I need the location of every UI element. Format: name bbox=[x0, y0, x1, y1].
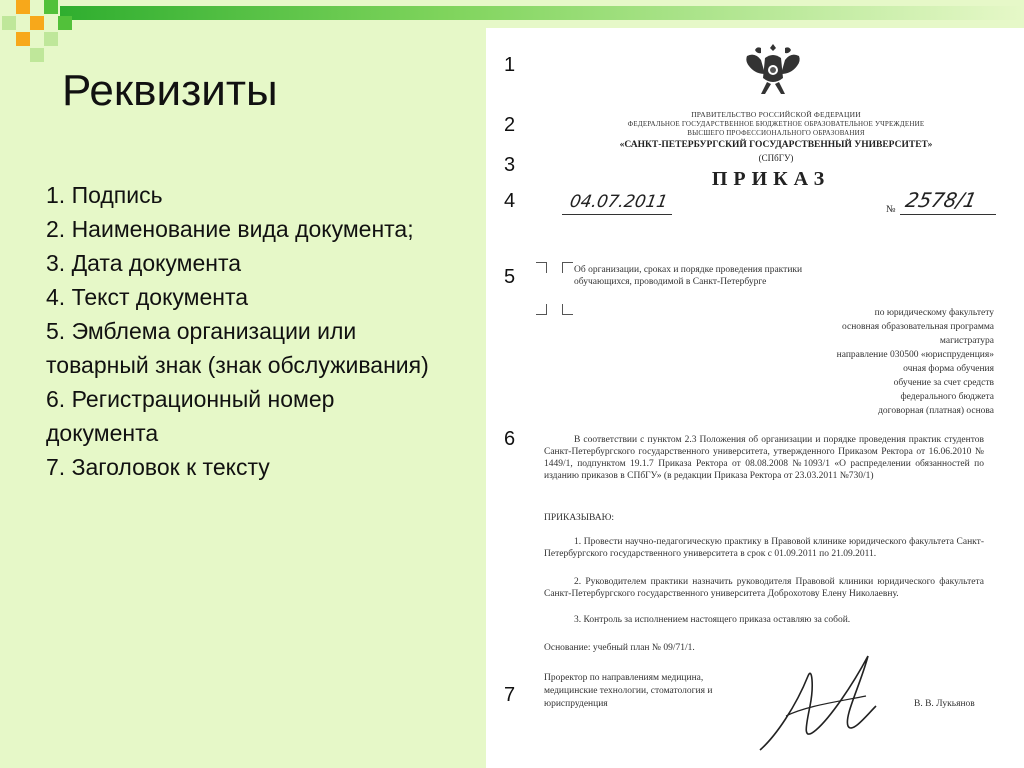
marker-number: 4 bbox=[504, 190, 516, 212]
document-type: ПРИКАЗ bbox=[711, 168, 831, 190]
decor-square bbox=[44, 32, 58, 46]
list-item: 3. Дата документа bbox=[46, 250, 242, 276]
corner-mark bbox=[562, 262, 573, 273]
header-abbreviation: (СПбГУ) bbox=[758, 153, 794, 163]
corner-mark bbox=[562, 304, 573, 315]
list-item: 4. Текст документа bbox=[46, 284, 249, 310]
addressee-line: основная образовательная программа bbox=[841, 322, 994, 332]
marker-number: 7 bbox=[504, 684, 516, 706]
list-item: 6. Регистрационный номер документа bbox=[46, 386, 335, 446]
order-item: 3. Контроль за исполнением настоящего приказа оставляю за собой. bbox=[574, 615, 851, 625]
decor-square bbox=[30, 16, 44, 30]
order-basis: Основание: учебный план № 09/71/1. bbox=[544, 643, 695, 653]
number-underline bbox=[900, 214, 996, 215]
header-government: ПРАВИТЕЛЬСТВО РОССИЙСКОЙ ФЕДЕРАЦИИ bbox=[691, 110, 861, 119]
order-word: ПРИКАЗЫВАЮ: bbox=[544, 513, 615, 523]
decor-square bbox=[30, 48, 44, 62]
document-preamble: В соответствии с пунктом 2.3 Положения об организации и порядке проведения практик студентов Санкт-Петербургского государственного университета, утвержденного Приказом Ректора от 16.06.2010 № 1449/1, подпунктом 19.1.7 Приказа Ректора от 08.08.2008 №1093/1 «О распределении обязанностей по изданию приказов в СПбГУ» (в редакции Приказа Ректора от 23.03.2011 №730/1) bbox=[544, 435, 984, 481]
slide-title: Реквизиты bbox=[62, 66, 278, 115]
signer-name: В. В. Лукьянов bbox=[914, 699, 975, 709]
header-level: ВЫСШЕГО ПРОФЕССИОНАЛЬНОГО ОБРАЗОВАНИЯ bbox=[687, 129, 865, 137]
list-item: 7. Заголовок к тексту bbox=[46, 454, 270, 480]
addressee-line: обучение за счет средств bbox=[893, 378, 994, 388]
corner-mark bbox=[536, 262, 547, 273]
top-decoration bbox=[0, 0, 1024, 24]
marker-number: 5 bbox=[504, 266, 516, 288]
addressee-line: направление 030500 «юриспруденция» bbox=[836, 350, 994, 360]
addressee-line: очная форма обучения bbox=[903, 364, 994, 374]
requisites-list bbox=[46, 178, 446, 484]
addressee-line: магистратура bbox=[939, 336, 994, 346]
handwritten-signature bbox=[756, 646, 896, 756]
list-item: 2. Наименование вида документа; bbox=[46, 216, 414, 242]
marker-number: 6 bbox=[504, 428, 516, 450]
document-sample bbox=[486, 28, 1024, 768]
number-sign: № bbox=[886, 204, 896, 215]
list-item: 1. Подпись bbox=[46, 182, 163, 208]
header-institution: ФЕДЕРАЛЬНОЕ ГОСУДАРСТВЕННОЕ БЮДЖЕТНОЕ ОБРАЗОВАТЕЛЬНОЕ УЧРЕЖДЕНИЕ bbox=[627, 120, 925, 128]
document-date: 04.07.2011 bbox=[568, 192, 670, 212]
decor-square bbox=[58, 16, 72, 30]
order-item: 2. Руководителем практики назначить руководителя Правовой клиники юридического факультета Санкт-Петербургского государственного университета Доброхотову Елену Николаевну. bbox=[544, 577, 984, 599]
header-university: «САНКТ-ПЕТЕРБУРГСКИЙ ГОСУДАРСТВЕННЫЙ УНИВЕРСИТЕТ» bbox=[619, 140, 933, 150]
marker-number: 1 bbox=[504, 54, 516, 76]
corner-mark bbox=[536, 304, 547, 315]
double-headed-eagle-emblem bbox=[741, 38, 805, 100]
top-gradient-stripe bbox=[60, 6, 1024, 20]
order-item: 1. Провести научно-педагогическую практику в Правовой клинике юридического факультета Санкт-Петербургского государственного университета в срок с 01.09.2011 по 21.09.2011. bbox=[544, 537, 984, 559]
marker-number: 3 bbox=[504, 154, 516, 176]
date-underline bbox=[562, 214, 672, 215]
registration-number: 2578/1 bbox=[903, 188, 979, 212]
signatory-position: Проректор по направлениям медицина, медицинские технологии, стоматология и юриспруденция bbox=[544, 673, 713, 709]
decor-square bbox=[44, 0, 58, 14]
addressee-line: по юридическому факультету bbox=[874, 308, 994, 318]
decor-square bbox=[16, 32, 30, 46]
decor-square bbox=[2, 16, 16, 30]
addressee-line: федерального бюджета bbox=[900, 392, 994, 402]
marker-number: 2 bbox=[504, 114, 516, 136]
addressee-block bbox=[734, 306, 994, 418]
decor-square bbox=[16, 0, 30, 14]
addressee-line: договорная (платная) основа bbox=[878, 406, 994, 416]
document-subject: Об организации, сроках и порядке проведения практики обучающихся, проводимой в Санкт-Петербурге bbox=[574, 265, 803, 287]
list-item: 5. Эмблема организации или товарный знак (знак обслуживания) bbox=[46, 318, 429, 378]
